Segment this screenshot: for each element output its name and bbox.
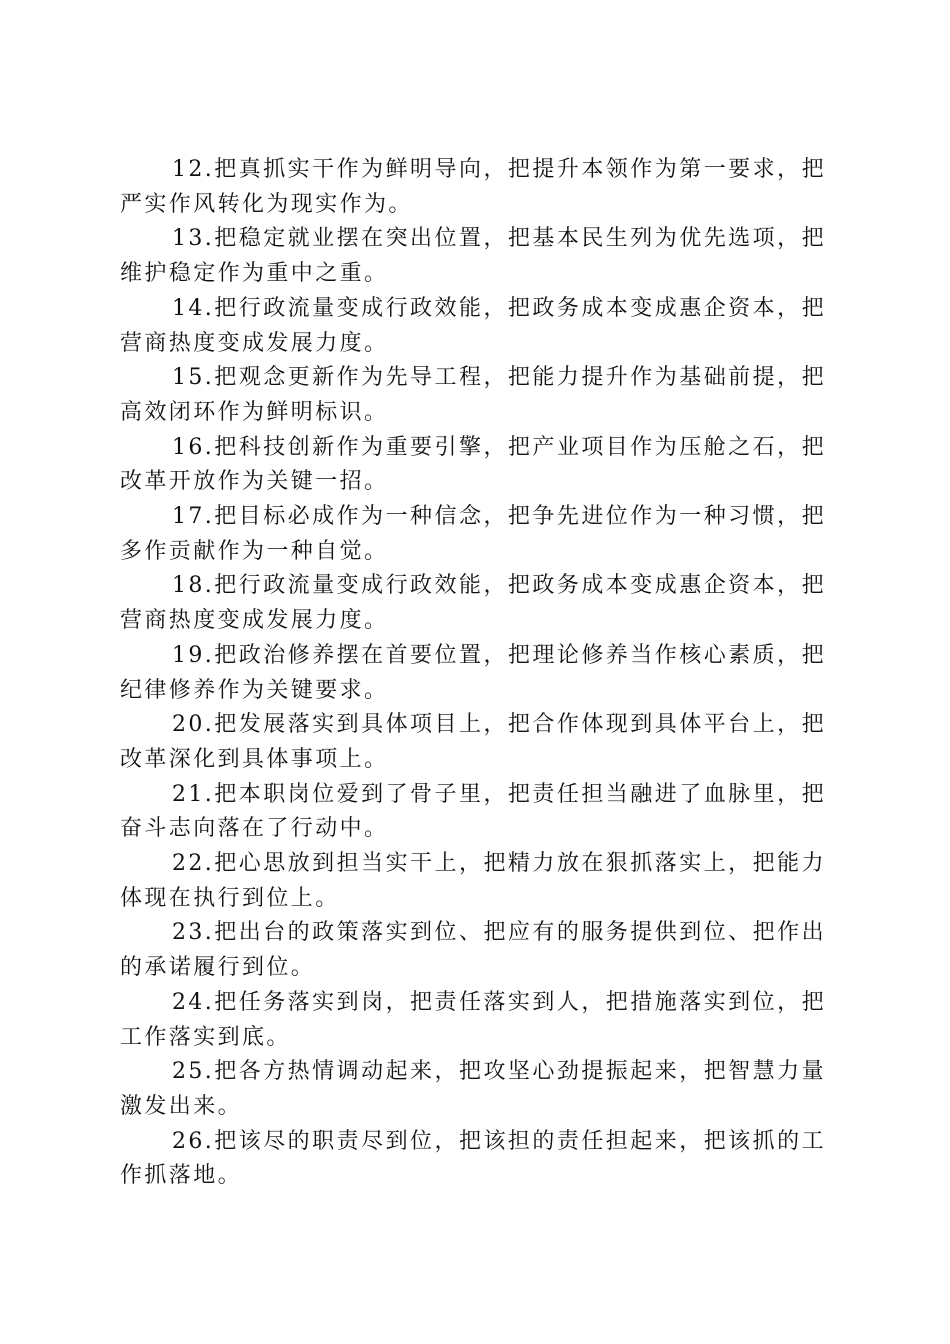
paragraph-14: 14.把行政流量变成行政效能，把政务成本变成惠企资本，把营商热度变成发展力度。 (120, 295, 826, 356)
paragraph-15: 15.把观念更新作为先导工程，把能力提升作为基础前提，把高效闭环作为鲜明标识。 (120, 365, 826, 425)
paragraph-23: 23.把出台的政策落实到位、把应有的服务提供到位、把作出的承诺履行到位。 (120, 920, 826, 981)
paragraph-24: 24.把任务落实到岗，把责任落实到人，把措施落实到位，把工作落实到底。 (120, 989, 826, 1050)
paragraph-26: 26.把该尽的职责尽到位，把该担的责任担起来，把该抓的工作抓落地。 (120, 1128, 826, 1189)
paragraph-21: 21.把本职岗位爱到了骨子里，把责任担当融进了血脉里，把奋斗志向落在了行动中。 (120, 781, 826, 842)
document-body (120, 153, 826, 1194)
paragraph-18: 18.把行政流量变成行政效能，把政务成本变成惠企资本，把营商热度变成发展力度。 (120, 573, 826, 634)
paragraph-25: 25.把各方热情调动起来，把攻坚心劲提振起来，把智慧力量激发出来。 (120, 1059, 826, 1119)
paragraph-16: 16.把科技创新作为重要引擎，把产业项目作为压舱之石，把改革开放作为关键一招。 (120, 434, 826, 495)
paragraph-22: 22.把心思放到担当实干上，把精力放在狠抓落实上，把能力体现在执行到位上。 (120, 851, 826, 911)
paragraph-19: 19.把政治修养摆在首要位置，把理论修养当作核心素质，把纪律修养作为关键要求。 (120, 642, 826, 703)
paragraph-12: 12.把真抓实干作为鲜明导向，把提升本领作为第一要求，把严实作风转化为现实作为。 (120, 157, 826, 217)
paragraph-20: 20.把发展落实到具体项目上，把合作体现到具体平台上，把改革深化到具体事项上。 (120, 712, 826, 772)
paragraph-13: 13.把稳定就业摆在突出位置，把基本民生列为优先选项，把维护稳定作为重中之重。 (120, 226, 826, 287)
paragraph-17: 17.把目标必成作为一种信念，把争先进位作为一种习惯，把多作贡献作为一种自觉。 (120, 504, 826, 564)
